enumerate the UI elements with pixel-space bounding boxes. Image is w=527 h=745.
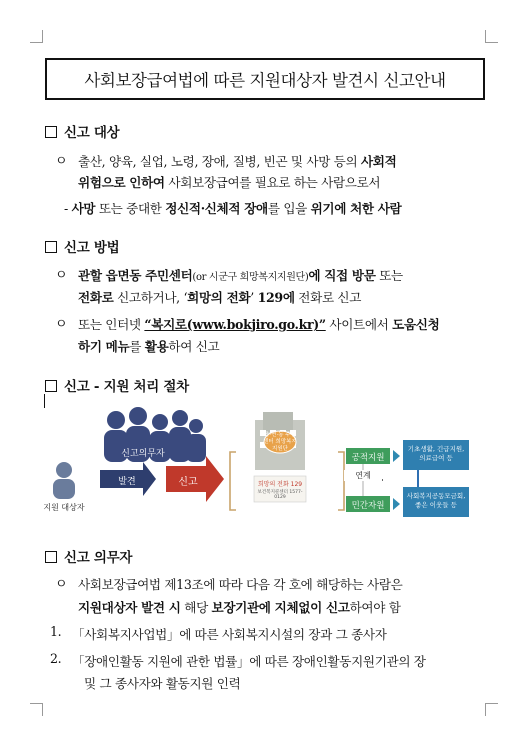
- procedure-diagram-graphic: [38, 400, 498, 530]
- duty-line-2: [78, 597, 401, 616]
- target-line-1: [78, 151, 396, 170]
- text-span: 관할 읍면동 주민센터: [78, 268, 193, 283]
- text-span: 출산, 양육, 실업, 노령, 장애, 질병, 빈곤 및 사망 등의: [78, 154, 361, 169]
- crop-mark-bottom-left: [30, 703, 43, 716]
- duty-line-1: 사회보장급여법 제13조에 따라 다음 각 호에 해당하는 사람은: [78, 577, 403, 592]
- private-resource-label: 민간자원: [351, 501, 385, 511]
- section-heading-text: 신고 - 지원 처리 절차: [64, 379, 189, 395]
- private-desc-label: 사회복지공동모금회, 좋은 이웃들 등: [406, 492, 466, 509]
- page-title-text: 사회보장급여법에 따른 지원대상자 발견시 신고안내: [84, 71, 446, 90]
- square-bullet-icon: [45, 380, 57, 392]
- section-heading-text: 신고 방법: [64, 240, 120, 256]
- text-span: 또는 인터넷: [78, 317, 145, 332]
- text-span: 에 직접 방문: [308, 268, 376, 283]
- text-span: (or 시군구 희망복지지원단): [192, 272, 309, 283]
- target-label: 지원 대상자: [43, 503, 85, 512]
- square-bullet-icon: [45, 551, 57, 563]
- text-span: 를: [129, 339, 145, 354]
- section-heading-report-method: [45, 236, 119, 256]
- square-bullet-icon: [45, 241, 57, 253]
- text-span: 도움신청: [392, 317, 440, 332]
- text-span: 해당: [180, 600, 212, 615]
- text-span: 신고하거나, ‘: [113, 290, 188, 305]
- text-span: 사망: [71, 201, 96, 216]
- text-span: 하기 메뉴: [78, 339, 130, 354]
- text-span: 위험으로 인하여: [78, 175, 165, 190]
- link-label: 연계: [344, 470, 382, 481]
- target-line-3: [64, 198, 401, 217]
- text-span: 보장기관에 지체없이 신고: [211, 600, 350, 615]
- text-span: 정신적·신체적 장애: [165, 201, 268, 216]
- duty-item-1-number: 1.: [50, 624, 62, 639]
- method-line-2: [78, 287, 361, 306]
- section-heading-text: 신고 의무자: [64, 550, 133, 566]
- text-span: 전화로 신고: [294, 290, 362, 305]
- discover-label: 발견: [118, 477, 136, 487]
- text-span: 사회보장급여를 필요로 하는 사람으로서: [164, 175, 381, 190]
- public-desc-label: 기초생활, 긴급지원, 의료급여 등: [407, 445, 465, 462]
- section-heading-text: 신고 대상: [64, 125, 120, 141]
- bokjiro-link[interactable]: “복지로(www.bokjiro.go.kr)”: [144, 317, 326, 332]
- duty-item-1: 「사회복지사업법」에 따른 사회복지시설의 장과 그 종사자: [72, 627, 387, 642]
- center-sign-label: 읍·면·동 주민센터 희망복지지원단: [263, 432, 297, 452]
- duty-person-label: 신고의무자: [121, 449, 165, 459]
- text-span: 또는 중대한: [95, 201, 166, 216]
- section-heading-report-target: [45, 121, 119, 141]
- circle-bullet-icon: ㅇ: [55, 317, 68, 332]
- hope-call-sub-label: 보건복지콜센터 1577-0129: [257, 490, 303, 500]
- page-title: [45, 58, 485, 100]
- section-heading-report-duty: [45, 546, 132, 566]
- text-span: ’: [250, 290, 258, 305]
- crop-mark-top-left: [30, 30, 43, 43]
- text-span: 희망의 전화: [187, 290, 251, 305]
- circle-bullet-icon: ㅇ: [55, 577, 68, 592]
- text-span: 하여야 함: [349, 600, 401, 615]
- text-span: 지원대상자 발견 시: [78, 600, 181, 615]
- method-line-3: [78, 314, 439, 333]
- crop-mark-bottom-right: [485, 703, 498, 716]
- target-person-icon: [53, 462, 75, 499]
- hope-call-label: 희망의 전화 129: [257, 481, 303, 488]
- duty-item-2-line-1: 「장애인활동 지원에 관한 법률」에 따른 장애인활동지원기관의 장: [72, 654, 426, 669]
- text-span: 활용: [144, 339, 169, 354]
- circle-bullet-icon: ㅇ: [55, 268, 68, 283]
- text-span: 를 입을: [267, 201, 311, 216]
- text-span: 사이트에서: [325, 317, 393, 332]
- text-span: 사회적: [360, 154, 397, 169]
- square-bullet-icon: [45, 126, 57, 138]
- method-line-4: [78, 336, 219, 355]
- text-span: 129에: [257, 290, 295, 305]
- circle-bullet-icon: ㅇ: [55, 154, 68, 169]
- duty-item-2-line-2: 및 그 종사자와 활동지원 인력: [84, 676, 241, 691]
- section-heading-procedure: [45, 375, 189, 395]
- target-line-2: [78, 172, 380, 191]
- duty-item-2-number: 2.: [50, 651, 62, 666]
- text-span: 전화로: [78, 290, 114, 305]
- dash-bullet: -: [64, 201, 68, 216]
- text-span: 하여 신고: [168, 339, 220, 354]
- report-label: 신고: [178, 477, 198, 488]
- procedure-diagram: [38, 400, 498, 530]
- text-span: 또는: [375, 268, 403, 283]
- method-line-1: [78, 265, 403, 284]
- public-support-label: 공적지원: [351, 453, 385, 463]
- text-span: 위기에 처한 사람: [310, 201, 402, 216]
- crop-mark-top-right: [485, 30, 498, 43]
